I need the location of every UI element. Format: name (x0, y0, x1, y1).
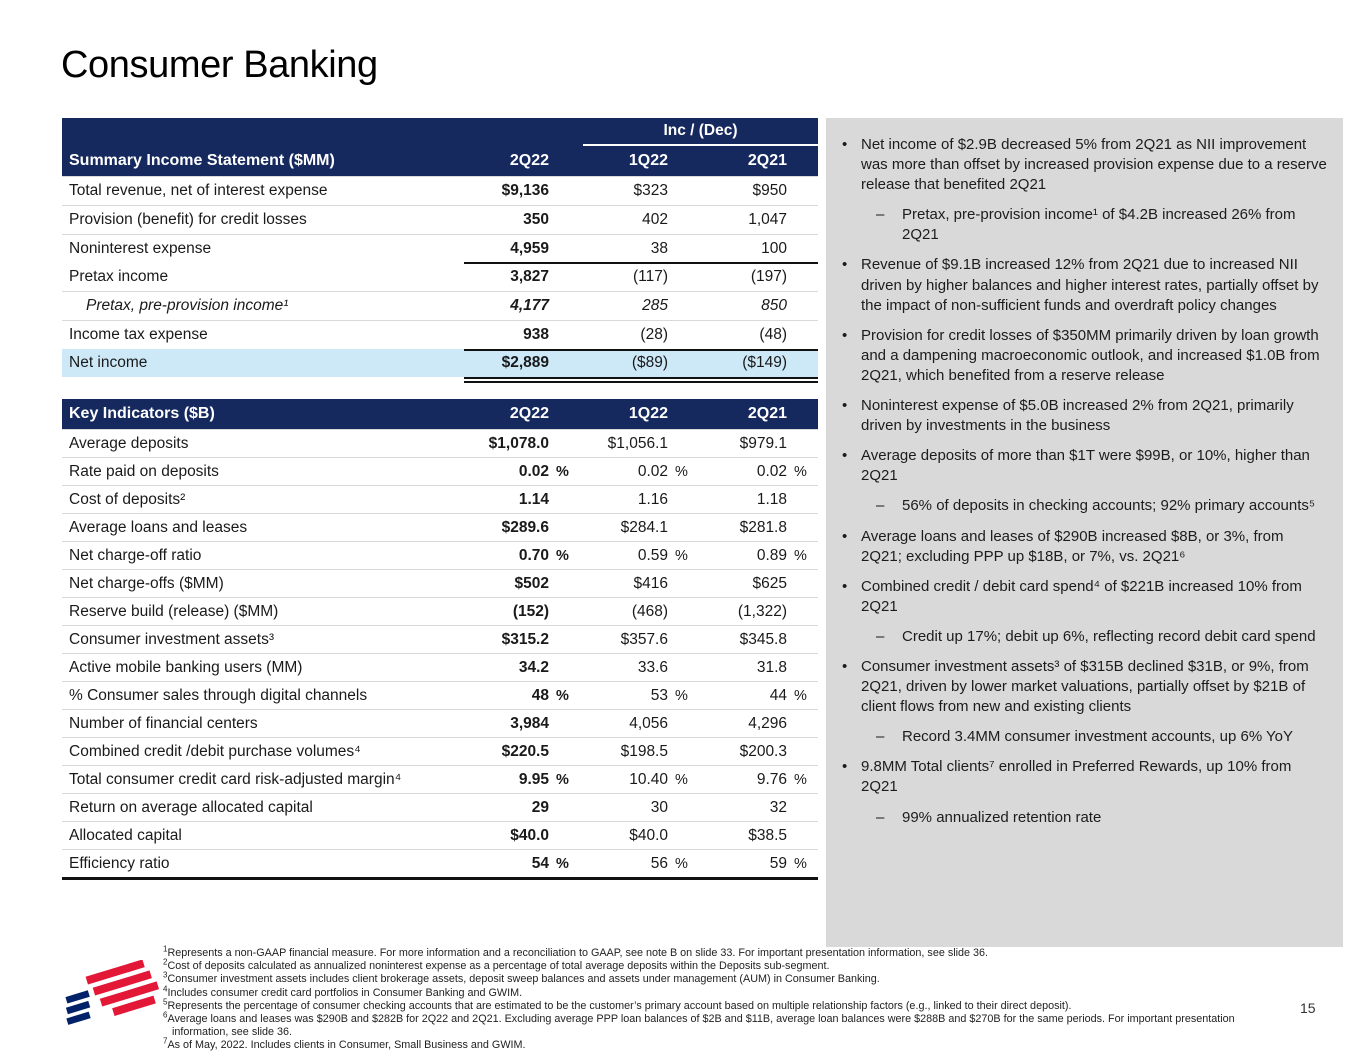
cell-1q22: 53 (650, 686, 668, 704)
table-row (62, 849, 818, 877)
row-label: Average deposits (69, 434, 189, 452)
cell-1q22: 33.6 (637, 658, 668, 676)
cell-2q21: 59 (769, 854, 787, 872)
cell-2q22: (152) (512, 602, 549, 620)
footnote-text: Represents the percentage of consumer checking accounts that are estimated to be the customer’s primary account based on multiple relationship factors (e.g., linked to their direct deposit). (167, 999, 1072, 1012)
cell-2q21: 100 (761, 240, 787, 257)
cell-1q22-unit: % (675, 547, 688, 564)
column-header-2q22: 2Q22 (509, 405, 549, 422)
cell-2q21: 44 (769, 686, 787, 704)
cell-2q21: $625 (752, 574, 787, 592)
footnotes (163, 944, 1241, 1053)
table-row (62, 429, 818, 457)
list-item (839, 135, 1328, 195)
cell-2q22: 4,959 (510, 240, 549, 257)
row-label: Cost of deposits² (69, 490, 186, 508)
footnote-number: 4 (163, 984, 168, 994)
list-item (876, 727, 1328, 747)
key-table-title: Key Indicators ($B) (69, 405, 215, 422)
footnote (163, 1036, 1241, 1052)
table-row (62, 793, 818, 821)
table-row (62, 205, 818, 234)
row-label: Active mobile banking users (MM) (69, 658, 303, 676)
footnote (163, 970, 1241, 986)
cell-2q21-unit: % (794, 855, 807, 872)
bullet-marker: – (876, 627, 885, 645)
row-label: Return on average allocated capital (69, 798, 313, 816)
column-header-1q22: 1Q22 (628, 152, 668, 169)
bullet-marker: • (842, 326, 848, 344)
table-row (62, 625, 818, 653)
bullet-marker: • (842, 527, 848, 545)
cell-2q21: $345.8 (739, 630, 787, 648)
cell-1q22: 30 (650, 798, 668, 816)
page-number: 15 (1300, 1000, 1316, 1016)
list-item (839, 446, 1328, 486)
row-label: % Consumer sales through digital channels (69, 686, 368, 704)
income-table-header (62, 118, 818, 176)
list-item (839, 657, 1328, 717)
footnote (163, 1010, 1241, 1039)
key-table-body (62, 429, 818, 877)
list-item (839, 255, 1328, 315)
logo-red-stripes (86, 960, 163, 1021)
bullet-marker: • (842, 136, 848, 153)
table-row (62, 513, 818, 541)
logo-blue-stripes (60, 990, 96, 1025)
cell-2q21-unit: % (794, 687, 807, 704)
list-item (876, 205, 1328, 245)
cell-2q22: $220.5 (501, 742, 549, 760)
cell-2q22: 34.2 (518, 658, 549, 676)
row-label: Rate paid on deposits (69, 462, 219, 480)
table-row (62, 653, 818, 681)
income-table-span-header (62, 118, 818, 146)
cell-2q22: 3,827 (510, 268, 549, 285)
list-item (839, 577, 1328, 617)
bullet-text: Pretax, pre-provision income¹ of $4.2B increased 26% from 2Q21 (902, 206, 1296, 244)
bullet-text: Consumer investment assets³ of $315B declined $31B, or 9%, from 2Q21, driven by lower market valuations, partially offset by $21B of client flows from new and existing clients (861, 657, 1309, 716)
bullet-text: Average loans and leases of $290B increased $8B, or 3%, from 2Q21; excluding PPP up $18B, or 7%, vs. 2Q21⁶ (861, 527, 1284, 565)
row-label: Income tax expense (69, 326, 208, 343)
row-label: Total consumer credit card risk-adjusted margin⁴ (69, 770, 402, 788)
footnote-text: Cost of deposits calculated as annualized noninterest expense as a percentage of total average deposits within the Deposits sub-segment. (167, 960, 830, 973)
bullet-marker: • (842, 758, 848, 776)
list-item (876, 496, 1328, 516)
bullet-text: 99% annualized retention rate (902, 808, 1102, 826)
cell-2q21: 1.18 (756, 490, 787, 508)
cell-2q21: $950 (752, 182, 787, 199)
footnote (163, 984, 1241, 1000)
bullet-marker: • (842, 256, 848, 274)
cell-1q22: 56 (650, 854, 668, 872)
row-label: Net charge-offs ($MM) (69, 574, 224, 592)
net-income-double-rule (464, 377, 818, 383)
key-indicators-table (62, 399, 818, 880)
row-label: Noninterest expense (69, 240, 212, 257)
footnote-number: 2 (163, 957, 168, 967)
cell-2q22-unit: % (556, 771, 569, 788)
cell-2q21-unit: % (794, 463, 807, 480)
cell-2q21: $979.1 (739, 434, 787, 452)
cell-2q21: 4,296 (748, 714, 787, 732)
footnote-number: 6 (163, 1010, 168, 1020)
cell-2q22: 48 (531, 686, 549, 704)
table-row (62, 263, 818, 291)
income-table-body (62, 176, 818, 377)
cell-2q21: 9.76 (756, 770, 787, 788)
key-table-column-headers (62, 399, 818, 429)
cell-1q22: 4,056 (629, 714, 668, 732)
cell-2q21: 0.02 (756, 462, 787, 480)
cell-2q22-unit: % (556, 547, 569, 564)
cell-2q21: (197) (750, 268, 787, 285)
cell-1q22: $357.6 (620, 630, 668, 648)
row-label: Net income (69, 354, 148, 371)
cell-2q21: (1,322) (737, 602, 787, 620)
footnote-number: 7 (163, 1036, 168, 1046)
footnote-text: Represents a non-GAAP financial measure. For more information and a reconciliation to GAAP, see note B on slide 33. For important presentation information, see slide 36. (167, 947, 989, 959)
cell-2q21: $281.8 (739, 518, 787, 536)
footnote-text: Includes consumer credit card portfolios in Consumer Banking and GWIM. (167, 986, 523, 999)
row-label: Efficiency ratio (69, 854, 170, 872)
bullet-marker: • (842, 657, 848, 675)
table-row (62, 320, 818, 349)
bullet-text: 9.8MM Total clients⁷ enrolled in Preferred Rewards, up 10% from 2Q21 (861, 758, 1292, 796)
commentary-list (839, 135, 1328, 828)
cell-2q22: 29 (531, 798, 549, 816)
footnote (163, 957, 1241, 973)
cell-2q22: 0.02 (518, 462, 549, 480)
row-label: Pretax, pre-provision income¹ (86, 297, 289, 314)
list-item (876, 808, 1328, 828)
row-label: Consumer investment assets³ (69, 630, 275, 648)
table-row (62, 737, 818, 765)
table-row (62, 597, 818, 625)
table-row (62, 291, 818, 320)
table-row (62, 176, 818, 205)
table-row (62, 765, 818, 793)
bullet-marker: – (876, 206, 885, 224)
cell-2q22-unit: % (556, 687, 569, 704)
list-item (876, 627, 1328, 647)
cell-2q21: ($149) (742, 354, 787, 371)
inc-dec-span-label: Inc / (Dec) (663, 122, 738, 139)
commentary-panel (826, 118, 1343, 947)
table-row (62, 457, 818, 485)
bullet-marker: • (842, 447, 848, 465)
bullet-text: 56% of deposits in checking accounts; 92% primary accounts⁵ (902, 497, 1316, 515)
cell-2q22: 9.95 (518, 770, 549, 788)
cell-2q22: $1,078.0 (488, 434, 549, 452)
cell-1q22: (468) (631, 602, 668, 620)
cell-1q22: 0.02 (637, 462, 668, 480)
footnote-text: As of May, 2022. Includes clients in Consumer, Small Business and GWIM. (167, 1039, 526, 1052)
cell-1q22: $1,056.1 (607, 434, 668, 452)
bullet-marker: – (876, 728, 885, 746)
column-header-2q21: 2Q21 (747, 405, 787, 422)
list-item (839, 396, 1328, 436)
footnote-number: 5 (163, 997, 168, 1007)
cell-1q22: $416 (633, 574, 668, 592)
cell-1q22-unit: % (675, 463, 688, 480)
cell-2q22: $315.2 (501, 630, 549, 648)
row-label: Average loans and leases (69, 518, 248, 536)
summary-income-statement-table (62, 118, 818, 383)
cell-2q22: 4,177 (510, 297, 549, 314)
cell-2q22: $40.0 (510, 826, 549, 844)
cell-1q22: $198.5 (620, 742, 668, 760)
cell-2q22: 350 (523, 211, 549, 228)
footnote-text: Average loans and leases was $290B and $282B for 2Q22 and 2Q21. Excluding average PPP loan balances of $2B and $11B, average loan balances were $288B and $270B for the same periods. For important presentation information, see slide 36. (167, 1013, 1235, 1039)
cell-1q22: 1.16 (637, 490, 668, 508)
bullet-text: Net income of $2.9B decreased 5% from 2Q21 as NII improvement was more than offset by increased provision expense due to a reserve release that benefited 2Q21 (861, 136, 1327, 194)
bullet-text: Provision for credit losses of $350MM primarily driven by loan growth and a dampening macroeconomic outlook, and increased $1.0B from 2Q21, which benefited from a reserve release (861, 326, 1320, 384)
cell-2q21-unit: % (794, 547, 807, 564)
cell-1q22: (117) (632, 268, 668, 285)
footnote-number: 3 (163, 970, 168, 980)
bank-of-america-logo (60, 957, 168, 1044)
row-label: Number of financial centers (69, 714, 258, 732)
cell-2q21: $200.3 (739, 742, 787, 760)
cell-2q22: $502 (514, 574, 549, 592)
cell-2q21: 1,047 (748, 211, 787, 228)
cell-2q21: 0.89 (756, 546, 787, 564)
cell-1q22: 0.59 (637, 546, 668, 564)
bullet-text: Record 3.4MM consumer investment accounts, up 6% YoY (902, 728, 1294, 746)
cell-1q22: $40.0 (629, 826, 668, 844)
cell-2q22: 0.70 (518, 546, 549, 564)
cell-2q21: 32 (769, 798, 787, 816)
footnote-number: 1 (163, 944, 168, 954)
row-label: Allocated capital (69, 826, 182, 844)
footnote (163, 997, 1241, 1013)
table-row (62, 234, 818, 263)
bullet-text: Revenue of $9.1B increased 12% from 2Q21 due to increased NII driven by higher balances and higher interest rates, partially offset by the impact of non-sufficient funds and overdraft policy changes (861, 256, 1319, 314)
cell-2q22: $2,889 (501, 354, 549, 371)
column-header-2q21: 2Q21 (747, 152, 787, 169)
cell-2q21: 31.8 (756, 658, 787, 676)
list-item (839, 326, 1328, 386)
table-row (62, 541, 818, 569)
footnote-text: Consumer investment assets includes client brokerage assets, deposit sweep balances and assets under management (AUM) in Consumer Banking. (167, 973, 880, 986)
cell-1q22: 402 (642, 211, 668, 228)
bullet-marker: – (876, 808, 885, 826)
table-row (62, 709, 818, 737)
cell-1q22: 38 (650, 240, 668, 257)
table-row (62, 485, 818, 513)
cell-1q22: (28) (640, 326, 668, 343)
row-label: Pretax income (69, 268, 169, 285)
list-item (839, 757, 1328, 797)
inc-dec-underline (583, 144, 818, 146)
table-row (62, 569, 818, 597)
cell-2q21: $38.5 (748, 826, 787, 844)
row-label: Combined credit /debit purchase volumes⁴ (69, 742, 361, 760)
cell-1q22-unit: % (675, 855, 688, 872)
cell-2q21: (48) (759, 326, 787, 343)
cell-1q22-unit: % (675, 687, 688, 704)
cell-1q22: $284.1 (620, 518, 668, 536)
cell-2q22: 54 (531, 854, 549, 872)
bullet-text: Noninterest expense of $5.0B increased 2% from 2Q21, primarily driven by investments in the business (861, 397, 1294, 435)
cell-2q22: 938 (523, 326, 549, 343)
cell-2q22: 1.14 (518, 490, 549, 508)
cell-2q22: $9,136 (501, 182, 549, 199)
cell-1q22: ($89) (631, 354, 668, 371)
footnote (163, 944, 1241, 960)
page-title: Consumer Banking (61, 44, 378, 86)
cell-1q22-unit: % (675, 771, 688, 788)
table-row (62, 349, 818, 377)
cell-2q22: 3,984 (510, 714, 549, 732)
bullet-text: Average deposits of more than $1T were $99B, or 10%, higher than 2Q21 (861, 447, 1310, 485)
row-label: Total revenue, net of interest expense (69, 182, 328, 199)
cell-1q22: $323 (633, 182, 668, 199)
cell-2q21: 850 (761, 297, 787, 314)
cell-1q22: 10.40 (629, 770, 668, 788)
cell-2q22-unit: % (556, 855, 569, 872)
cell-2q21-unit: % (794, 771, 807, 788)
table-row (62, 681, 818, 709)
cell-2q22: $289.6 (501, 518, 549, 536)
bullet-text: Combined credit / debit card spend⁴ of $221B increased 10% from 2Q21 (861, 577, 1302, 615)
column-header-1q22: 1Q22 (628, 405, 668, 422)
cell-2q22-unit: % (556, 463, 569, 480)
table-row (62, 821, 818, 849)
row-label: Provision (benefit) for credit losses (69, 211, 307, 228)
income-table-column-headers (62, 146, 818, 176)
bullet-marker: • (842, 577, 848, 595)
list-item (839, 527, 1328, 567)
income-table-title: Summary Income Statement ($MM) (69, 152, 335, 169)
cell-1q22: 285 (642, 297, 668, 314)
bullet-marker: – (876, 497, 885, 515)
column-header-2q22: 2Q22 (509, 152, 549, 169)
row-label: Net charge-off ratio (69, 546, 202, 564)
bullet-marker: • (842, 397, 848, 415)
bullet-text: Credit up 17%; debit up 6%, reflecting record debit card spend (902, 627, 1316, 645)
row-label: Reserve build (release) ($MM) (69, 602, 279, 620)
